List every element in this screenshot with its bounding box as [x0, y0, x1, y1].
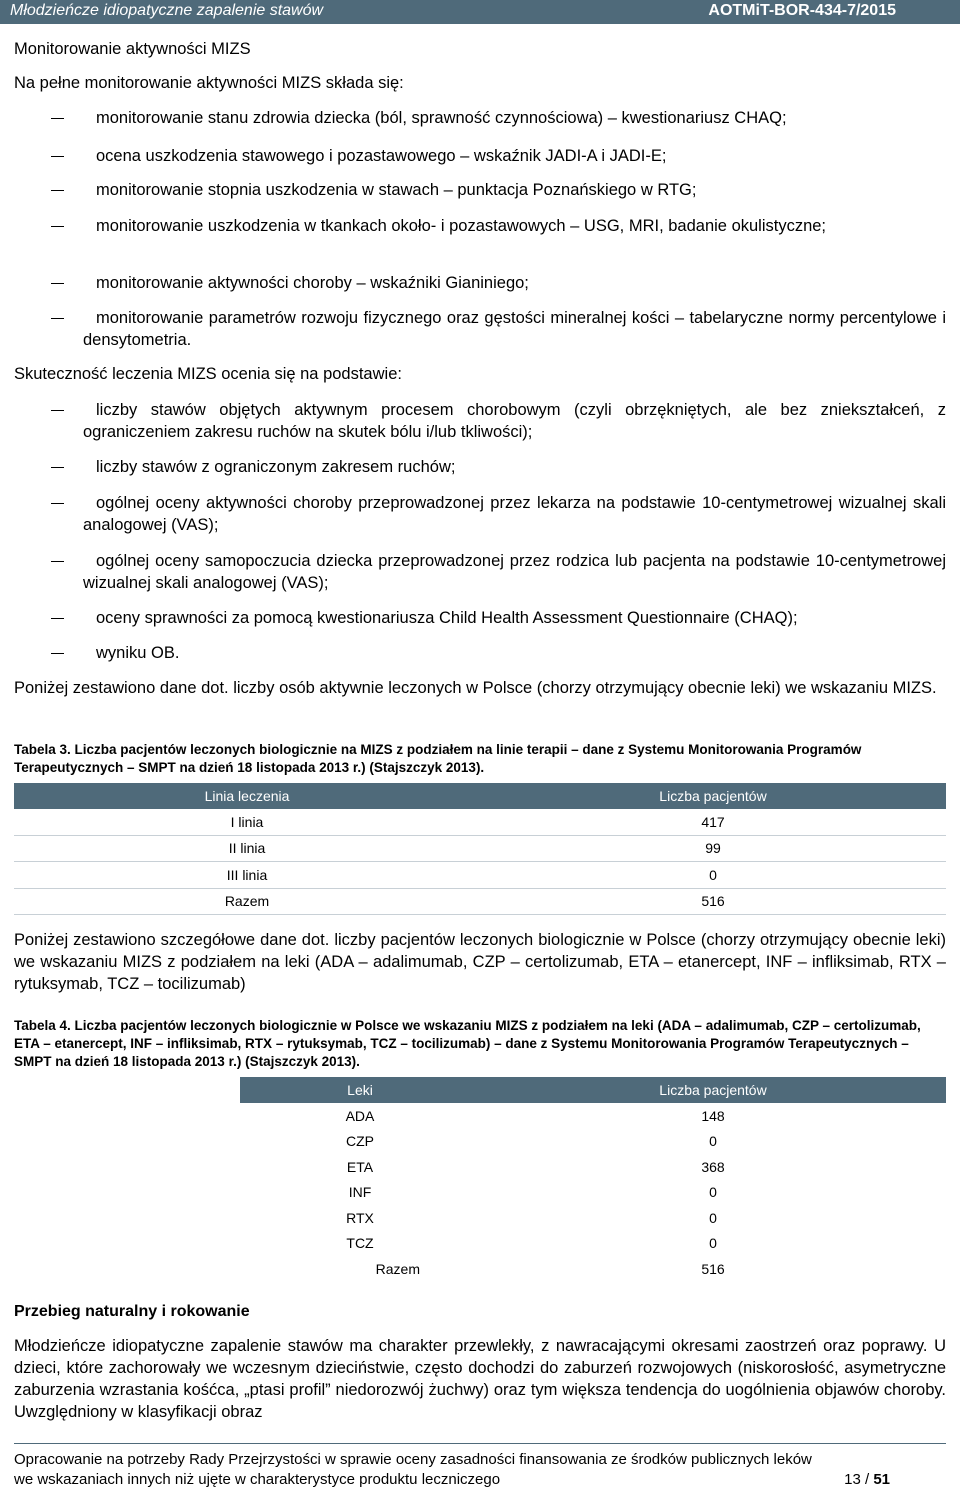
list-item: monitorowanie stopnia uszkodzenia w stawach – punktacja Poznańskiego w RTG; — [96, 181, 697, 199]
table-cell: Razem — [375, 1260, 420, 1277]
table-cell: 0 — [709, 1184, 717, 1201]
dash-bullet — [51, 118, 64, 119]
dash-bullet — [51, 561, 64, 562]
table-header-row — [14, 1077, 946, 1103]
column-header: Linia leczenia — [14, 783, 480, 809]
section-title: Monitorowanie aktywności MIZS — [14, 40, 251, 58]
table-cell: 0 — [480, 862, 946, 889]
table-row — [14, 809, 946, 835]
table-cell: 0 — [709, 1235, 717, 1252]
table-row — [14, 835, 946, 862]
table-caption — [14, 741, 946, 777]
table-cell: 0 — [709, 1133, 717, 1150]
table-row — [14, 1231, 946, 1257]
dash-bullet — [51, 283, 64, 284]
table-cell: ADA — [345, 1107, 375, 1124]
intro-paragraph: Na pełne monitorowanie aktywności MIZS składa się: — [14, 74, 404, 92]
table-cell: II linia — [14, 835, 480, 862]
list-item: liczby stawów objętych aktywnym procesem chorobowym (czyli obrzękniętych, ale bez zniekształceń, z ograniczeniem zakresu ruchów na skutek bólu i/lub tkliwości); — [83, 401, 946, 441]
list-item: ogólnej oceny samopoczucia dziecka przeprowadzonej przez rodzica lub pacjenta na podstawie 10-centymetrowej wizualnej skali analogowej (VAS); — [83, 552, 946, 592]
list-item: oceny sprawności za pomocą kwestionariusza Child Health Assessment Questionnaire (CHAQ); — [96, 609, 798, 627]
dash-bullet — [51, 467, 64, 468]
column-header: Leki — [240, 1077, 480, 1103]
table-cell: 417 — [480, 809, 946, 835]
footer-line-2 — [14, 1470, 946, 1490]
table-row — [14, 1205, 946, 1231]
table-cell: 148 — [701, 1107, 725, 1124]
dash-bullet — [51, 503, 64, 504]
table-cell: 368 — [701, 1158, 725, 1175]
table-cell: I linia — [14, 809, 480, 835]
table-caption — [14, 1017, 946, 1071]
intro-paragraph: Skuteczność leczenia MIZS ocenia się na podstawie: — [14, 365, 402, 383]
table-cell: 516 — [701, 1260, 725, 1277]
header-title: Młodzieńcze idiopatyczne zapalenie stawów — [10, 2, 324, 19]
table-header-row — [14, 783, 946, 809]
list-item: ocena uszkodzenia stawowego i pozastawowego – wskaźnik JADI-A i JADI-E; — [96, 147, 667, 165]
dash-bullet — [51, 318, 64, 319]
table-row — [14, 1180, 946, 1206]
header-report-id: AOTMiT-BOR-434-7/2015 — [708, 2, 896, 19]
dash-bullet — [51, 156, 64, 157]
table-cell: CZP — [346, 1133, 374, 1150]
table-cell: TCZ — [346, 1235, 374, 1252]
table-drugs — [14, 1077, 946, 1282]
table-caption-label: Tabela 4. — [14, 1018, 71, 1033]
list-item: wyniku OB. — [96, 644, 180, 662]
page-header — [0, 0, 960, 24]
table-caption-text: Liczba pacjentów leczonych biologicznie w Polsce we wskazaniu MIZS z podziałem na leki (ADA – adalimumab, CZP – certolizumab, ETA – etanercept, INF – infliksimab, RTX – rytuksymab, TCZ – tocilizumab) – dane z Systemu Monitorowania Programów Terapeutycznych – SMPT na dzień 18 listopada 2013 r.) (Stajszczyk 2013). — [14, 1018, 921, 1069]
table-row — [14, 1256, 946, 1282]
dash-bullet — [51, 653, 64, 654]
table-caption-label: Tabela 3. — [14, 742, 71, 757]
table-cell: Razem — [14, 888, 480, 915]
table-row — [14, 862, 946, 889]
dash-bullet — [51, 226, 64, 227]
table-row — [14, 1154, 946, 1180]
paragraph: Poniżej zestawiono szczegółowe dane dot. liczby pacjentów leczonych biologicznie w Polsce (chorzy otrzymujący obecnie leki) we wskazaniu MIZS z podziałem na leki (ADA – adalimumab, CZP – certolizumab, ETA – etanercept, INF – infliksimab, RTX – rytuksymab, TCZ – tocilizumab) — [14, 931, 946, 993]
table-cell: 0 — [709, 1209, 717, 1226]
table-cell: RTX — [346, 1209, 374, 1226]
table-row — [14, 1129, 946, 1155]
table-row — [14, 1103, 946, 1129]
column-header: Liczba pacjentów — [480, 783, 946, 809]
page-number: 13 / 51 — [844, 1471, 890, 1488]
table-row — [14, 888, 946, 915]
section-title: Przebieg naturalny i rokowanie — [14, 1303, 250, 1320]
list-item: monitorowanie stanu zdrowia dziecka (ból, sprawność czynnościowa) – kwestionariusz CHAQ; — [96, 109, 787, 127]
list-item: monitorowanie uszkodzenia w tkankach około- i pozastawowych – USG, MRI, badanie okulistyczne; — [96, 217, 827, 235]
footer-text: we wskazaniach innych niż ujęte w charakterystyce produktu leczniczego — [14, 1471, 501, 1488]
list-item: monitorowanie aktywności choroby – wskaźniki Gianiniego; — [96, 274, 529, 292]
list-item: liczby stawów z ograniczonym zakresem ruchów; — [96, 458, 456, 476]
table-cell: 516 — [480, 888, 946, 915]
table-caption-text: Liczba pacjentów leczonych biologicznie na MIZS z podziałem na linie terapii – dane z Systemu Monitorowania Programów Terapeutycznych – SMPT na dzień 18 listopada 2013 r.) (Stajszczyk 2013). — [14, 742, 862, 775]
table-cell: III linia — [14, 862, 480, 889]
dash-bullet — [51, 410, 64, 411]
list-item: ogólnej oceny aktywności choroby przeprowadzonej przez lekarza na podstawie 10-centymetrowej wizualnej skali analogowej (VAS); — [83, 494, 946, 534]
table-cell: INF — [348, 1184, 372, 1201]
table-treatment-lines — [14, 783, 946, 915]
footer-line-1: Opracowanie na potrzeby Rady Przejrzystości w sprawie oceny zasadności finansowania ze środków publicznych leków — [14, 1451, 812, 1468]
list-item: monitorowanie parametrów rozwoju fizycznego oraz gęstości mineralnej kości – tabelaryczne normy percentylowe i densytometria. — [83, 309, 946, 349]
paragraph: Młodzieńcze idiopatyczne zapalenie stawów ma charakter przewlekły, z nawracającymi okresami zaostrzeń oraz poprawy. U dzieci, które zachorowały we wczesnym dzieciństwie, często dochodzi do zaburzeń rozwojowych (niskorosłość, asymetryczne zaburzenia wzrastania kośćca, „ptasi profil” niedorozwój żuchwy) oraz tym większa tendencja do uogólnienia objawów choroby. Uwzględniony w klasyfikacji obraz — [14, 1337, 946, 1421]
paragraph: Poniżej zestawiono dane dot. liczby osób aktywnie leczonych w Polsce (chorzy otrzymujący obecnie leki) we wskazaniu MIZS. — [14, 679, 937, 697]
footer-rule — [14, 1443, 946, 1444]
dash-bullet — [51, 618, 64, 619]
table-cell: ETA — [346, 1158, 374, 1175]
column-header: Liczba pacjentów — [480, 1077, 946, 1103]
table-cell: 99 — [480, 835, 946, 862]
dash-bullet — [51, 190, 64, 191]
